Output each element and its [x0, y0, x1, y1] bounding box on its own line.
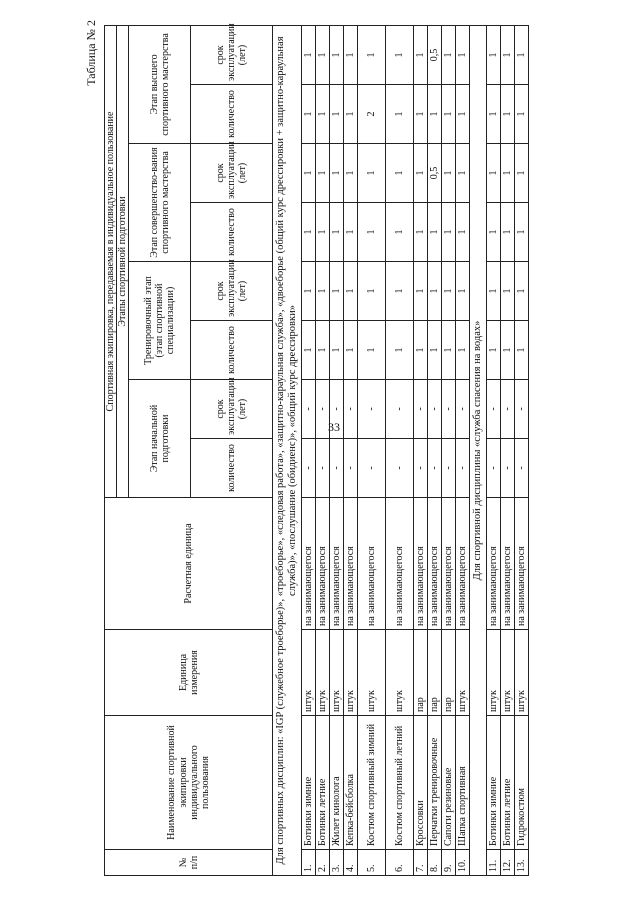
cell-number: 4. — [343, 850, 357, 876]
cell-name: Шапка спортивная — [455, 716, 469, 850]
cell-term: - — [455, 380, 469, 439]
rotated-page — [82, 0, 640, 880]
cell-unit: штук — [486, 630, 500, 716]
cell-unit: штук — [329, 630, 343, 716]
cell-quantity: - — [441, 439, 455, 498]
cell-term: 1 — [315, 25, 329, 84]
cell-quantity: - — [514, 439, 528, 498]
cell-number: 8. — [427, 850, 441, 876]
cell-number: 13. — [514, 850, 528, 876]
header-term: срок эксплуатации (лет) — [191, 262, 273, 321]
cell-name: Кепка-бейсболка — [343, 716, 357, 850]
cell-quantity: 1 — [385, 85, 413, 144]
cell-quantity: 1 — [427, 321, 441, 380]
cell-quantity: 1 — [413, 203, 427, 262]
cell-term: 1 — [413, 25, 427, 84]
cell-term: 1 — [514, 262, 528, 321]
cell-term: 1 — [329, 25, 343, 84]
cell-quantity: - — [301, 439, 315, 498]
header-unit: Единица измерения — [105, 630, 273, 716]
cell-term: - — [301, 380, 315, 439]
cell-term: 1 — [486, 25, 500, 84]
cell-quantity: 1 — [301, 85, 315, 144]
cell-unit: штук — [301, 630, 315, 716]
header-calc-unit: Расчетная единица — [105, 498, 273, 630]
table-row — [441, 25, 455, 875]
cell-term: 1 — [486, 144, 500, 203]
cell-term: 1 — [357, 144, 385, 203]
cell-name: Костюм спортивный зимний — [357, 716, 385, 850]
cell-quantity: 1 — [329, 85, 343, 144]
cell-term: 1 — [385, 262, 413, 321]
table-row — [500, 25, 514, 875]
cell-name: Ботинки летние — [500, 716, 514, 850]
cell-term: - — [329, 380, 343, 439]
cell-quantity: 1 — [500, 203, 514, 262]
cell-term: 1 — [357, 25, 385, 84]
cell-term: - — [500, 380, 514, 439]
cell-term: 1 — [441, 25, 455, 84]
table-caption: Таблица № 2 — [84, 20, 98, 86]
cell-term: - — [357, 380, 385, 439]
cell-term: 1 — [455, 25, 469, 84]
table-row — [486, 25, 500, 875]
cell-term: 1 — [486, 262, 500, 321]
cell-name: Ботинки летние — [315, 716, 329, 850]
cell-term: 1 — [500, 144, 514, 203]
page-number: 33 — [328, 420, 340, 434]
cell-term: - — [385, 380, 413, 439]
header-stage-training: Тренировочный этап (этап спортивной специализации) — [129, 262, 191, 380]
cell-term: 1 — [441, 144, 455, 203]
cell-term: 1 — [329, 144, 343, 203]
cell-term: 1 — [427, 262, 441, 321]
cell-quantity: 1 — [413, 85, 427, 144]
cell-calc-unit: на занимающегося — [329, 498, 343, 630]
cell-quantity: 1 — [500, 85, 514, 144]
cell-name: Сапоги резиновые — [441, 716, 455, 850]
cell-quantity: 1 — [357, 203, 385, 262]
section-row — [273, 25, 302, 875]
cell-quantity: - — [500, 439, 514, 498]
header-stage-improvement: Этап совершенство-вания спортивного мастерства — [129, 144, 191, 262]
equipment-table — [104, 25, 529, 876]
cell-quantity: 1 — [441, 203, 455, 262]
cell-term: 1 — [455, 144, 469, 203]
cell-term: 0,5 — [427, 25, 441, 84]
cell-quantity: 1 — [514, 85, 528, 144]
cell-number: 2. — [315, 850, 329, 876]
cell-number: 7. — [413, 850, 427, 876]
cell-quantity: - — [385, 439, 413, 498]
table-body — [273, 25, 528, 875]
cell-quantity: 1 — [413, 321, 427, 380]
cell-quantity: - — [413, 439, 427, 498]
cell-unit: штук — [455, 630, 469, 716]
cell-term: 1 — [301, 262, 315, 321]
cell-term: - — [427, 380, 441, 439]
table-row — [301, 25, 315, 875]
header-stage-higher: Этап высшего спортивного мастерства — [129, 25, 191, 143]
cell-term: 1 — [301, 25, 315, 84]
cell-term: 1 — [500, 262, 514, 321]
cell-name: Жилет кинолога — [329, 716, 343, 850]
header-stages-group: Этапы спортивной подготовки — [117, 25, 129, 497]
cell-unit: штук — [385, 630, 413, 716]
cell-name: Костюм спортивный летний — [385, 716, 413, 850]
cell-calc-unit: на занимающегося — [315, 498, 329, 630]
cell-term: - — [413, 380, 427, 439]
cell-number: 5. — [357, 850, 385, 876]
cell-quantity: - — [455, 439, 469, 498]
cell-number: 9. — [441, 850, 455, 876]
cell-name: Перчатки тренировочные — [427, 716, 441, 850]
cell-calc-unit: на занимающегося — [455, 498, 469, 630]
cell-quantity: 1 — [455, 85, 469, 144]
cell-term: 1 — [385, 144, 413, 203]
cell-term: - — [315, 380, 329, 439]
cell-number: 12. — [500, 850, 514, 876]
header-term: срок эксплуатации (лет) — [191, 144, 273, 203]
cell-quantity: - — [427, 439, 441, 498]
table-row — [385, 25, 413, 875]
cell-term: 1 — [343, 25, 357, 84]
cell-quantity: 2 — [357, 85, 385, 144]
header-stage-initial: Этап начальной подготовки — [129, 380, 191, 498]
cell-term: 1 — [357, 262, 385, 321]
table-row — [413, 25, 427, 875]
table-row — [427, 25, 441, 875]
cell-calc-unit: на занимающегося — [343, 498, 357, 630]
cell-quantity: - — [315, 439, 329, 498]
table-row — [357, 25, 385, 875]
cell-quantity: 1 — [441, 85, 455, 144]
cell-unit: штук — [357, 630, 385, 716]
cell-name: Гидрокостюм — [514, 716, 528, 850]
cell-quantity: 1 — [343, 321, 357, 380]
cell-calc-unit: на занимающегося — [301, 498, 315, 630]
cell-unit: штук — [514, 630, 528, 716]
cell-quantity: - — [357, 439, 385, 498]
cell-term: 1 — [500, 25, 514, 84]
cell-unit: штук — [500, 630, 514, 716]
cell-term: 1 — [514, 144, 528, 203]
cell-calc-unit: на занимающегося — [486, 498, 500, 630]
cell-quantity: 1 — [385, 203, 413, 262]
cell-calc-unit: на занимающегося — [385, 498, 413, 630]
cell-term: 1 — [329, 262, 343, 321]
cell-quantity: - — [343, 439, 357, 498]
table-row — [343, 25, 357, 875]
cell-quantity: 1 — [486, 321, 500, 380]
table-row — [514, 25, 528, 875]
cell-quantity: 1 — [329, 321, 343, 380]
cell-unit: штук — [343, 630, 357, 716]
cell-quantity: 1 — [315, 85, 329, 144]
cell-quantity: 1 — [427, 203, 441, 262]
header-quantity: количество — [191, 203, 273, 262]
cell-calc-unit: на занимающегося — [427, 498, 441, 630]
header-term: срок эксплуатации (лет) — [191, 380, 273, 439]
cell-unit: пар — [427, 630, 441, 716]
cell-term: 1 — [385, 25, 413, 84]
cell-term: 1 — [301, 144, 315, 203]
cell-unit: пар — [413, 630, 427, 716]
cell-term: 1 — [441, 262, 455, 321]
cell-calc-unit: на занимающегося — [500, 498, 514, 630]
cell-quantity: 1 — [514, 203, 528, 262]
cell-quantity: 1 — [486, 203, 500, 262]
cell-quantity: 1 — [455, 203, 469, 262]
cell-quantity: 1 — [500, 321, 514, 380]
cell-number: 10. — [455, 850, 469, 876]
cell-term: 1 — [315, 262, 329, 321]
header-name: Наименование спортивной экипировки индивидуального пользования — [105, 716, 273, 850]
cell-name: Ботинки зимние — [486, 716, 500, 850]
cell-number: 1. — [301, 850, 315, 876]
cell-quantity: 1 — [455, 321, 469, 380]
cell-quantity: 1 — [427, 85, 441, 144]
header-quantity: количество — [191, 439, 273, 498]
cell-name: Ботинки зимние — [301, 716, 315, 850]
cell-unit: штук — [315, 630, 329, 716]
header-quantity: количество — [191, 321, 273, 380]
cell-name: Кроссовки — [413, 716, 427, 850]
cell-term: 1 — [343, 262, 357, 321]
cell-quantity: 1 — [441, 321, 455, 380]
cell-unit: пар — [441, 630, 455, 716]
cell-calc-unit: на занимающегося — [413, 498, 427, 630]
cell-term: 1 — [455, 262, 469, 321]
cell-quantity: 1 — [385, 321, 413, 380]
cell-quantity: 1 — [514, 321, 528, 380]
section-title: Для спортивной дисциплины «служба спасения на водах» — [469, 25, 486, 875]
table-row — [455, 25, 469, 875]
cell-quantity: 1 — [357, 321, 385, 380]
cell-term: 1 — [413, 144, 427, 203]
table-row — [315, 25, 329, 875]
cell-term: - — [441, 380, 455, 439]
cell-term: - — [343, 380, 357, 439]
cell-term: - — [514, 380, 528, 439]
cell-term: 1 — [413, 262, 427, 321]
cell-term: 1 — [514, 25, 528, 84]
table-row — [329, 25, 343, 875]
cell-term: 1 — [315, 144, 329, 203]
cell-calc-unit: на занимающегося — [357, 498, 385, 630]
cell-number: 11. — [486, 850, 500, 876]
cell-term: 1 — [343, 144, 357, 203]
header-term: срок эксплуатации (лет) — [191, 25, 273, 84]
cell-quantity: - — [329, 439, 343, 498]
cell-calc-unit: на занимающегося — [514, 498, 528, 630]
cell-quantity: 1 — [301, 321, 315, 380]
cell-calc-unit: на занимающегося — [441, 498, 455, 630]
cell-quantity: - — [486, 439, 500, 498]
cell-quantity: 1 — [486, 85, 500, 144]
cell-quantity: 1 — [329, 203, 343, 262]
header-quantity: количество — [191, 85, 273, 144]
cell-number: 6. — [385, 850, 413, 876]
section-title: Для спортивных дисциплин: «IGP (служебное троеборье)», «троеборье», «следовая работа», «защитно-караульная служба», «двоеборье (общий курс дрессировки + защитно-караульная служба)», «послушание (обидиенс)», «общий курс дрессировки» — [273, 25, 302, 875]
cell-term: - — [486, 380, 500, 439]
header-num: № п/п — [105, 850, 273, 876]
cell-quantity: 1 — [315, 203, 329, 262]
cell-quantity: 1 — [301, 203, 315, 262]
cell-number: 3. — [329, 850, 343, 876]
cell-quantity: 1 — [315, 321, 329, 380]
cell-quantity: 1 — [343, 85, 357, 144]
header-group: Спортивная экипировка, передаваемая в индивидуальное пользование — [105, 25, 117, 497]
cell-term: 0,5 — [427, 144, 441, 203]
section-row — [469, 25, 486, 875]
cell-quantity: 1 — [343, 203, 357, 262]
